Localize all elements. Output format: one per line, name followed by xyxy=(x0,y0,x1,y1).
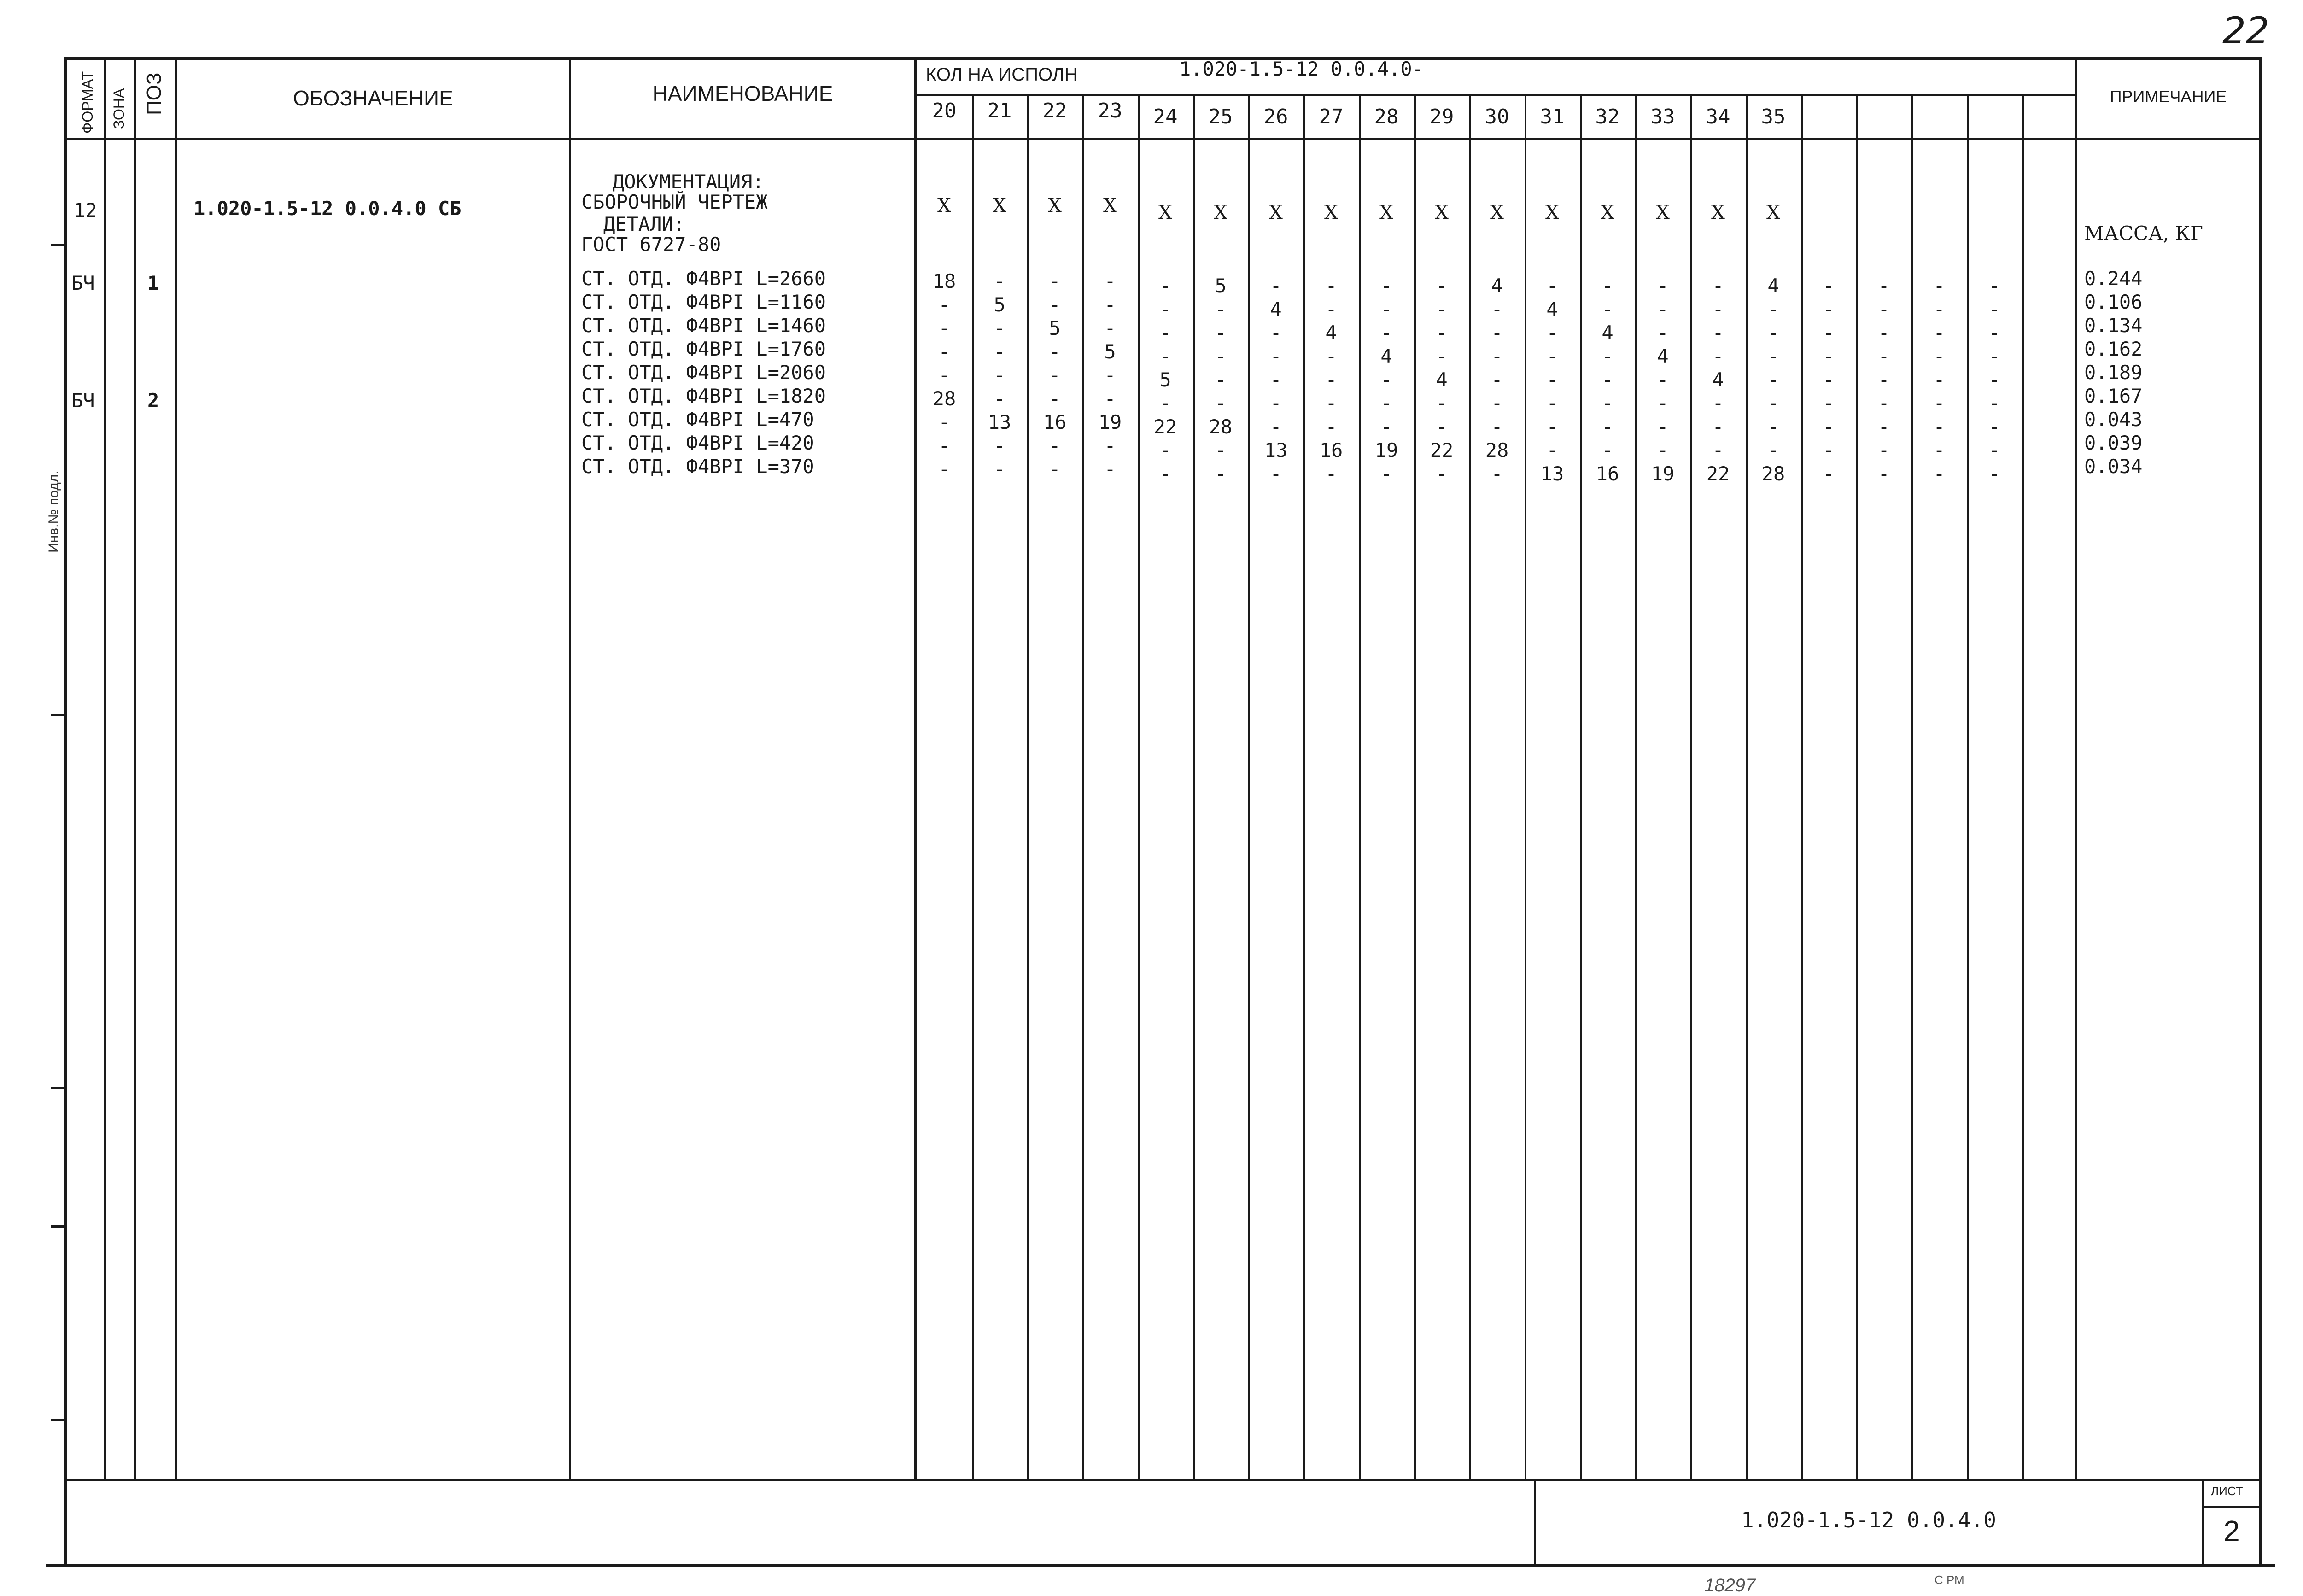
row-value: 13 xyxy=(1264,439,1288,462)
doc-mark: X xyxy=(1158,201,1172,223)
row-format: БЧ xyxy=(71,272,95,294)
row-value: - xyxy=(1602,415,1613,438)
row-value: - xyxy=(938,317,950,339)
row-value: 13 xyxy=(1540,462,1564,485)
title-block-code: 1.020-1.5-12 0.0.4.0 xyxy=(1741,1508,1996,1532)
row-value: - xyxy=(938,340,950,363)
row-value: - xyxy=(1159,392,1171,415)
row-value: - xyxy=(1933,345,1945,368)
doc-mark: X xyxy=(937,194,951,216)
row-name: СТ. ОТД. Ф4ВРI L=370 xyxy=(581,455,814,478)
row-value: - xyxy=(1049,270,1061,292)
row-value: - xyxy=(1767,415,1779,438)
row-value: - xyxy=(1380,415,1392,438)
row-value: - xyxy=(1767,322,1779,344)
page-number: 22 xyxy=(2222,9,2269,52)
variant-header: 22 xyxy=(1042,99,1067,123)
variant-header: 27 xyxy=(1319,105,1344,129)
row-value: - xyxy=(1159,298,1171,321)
doc-mark: X xyxy=(1601,201,1614,223)
row-value: 4 xyxy=(1712,368,1724,391)
margin-tick xyxy=(51,714,64,716)
row-value: - xyxy=(1823,415,1835,438)
row-value: - xyxy=(1380,368,1392,391)
row-value: - xyxy=(1104,317,1116,339)
row-pos: 1 xyxy=(147,272,159,294)
row-value: 22 xyxy=(1153,415,1177,438)
row-value: - xyxy=(1823,462,1835,485)
row-value: - xyxy=(1215,368,1227,391)
row-name: СТ. ОТД. Ф4ВРI L=2060 xyxy=(581,361,826,384)
row-value: - xyxy=(1491,462,1503,485)
row-value: 5 xyxy=(1104,340,1116,363)
row-value: - xyxy=(1546,368,1558,391)
row-value: - xyxy=(1380,392,1392,415)
row-value: - xyxy=(1657,368,1669,391)
row-format: БЧ xyxy=(71,389,95,412)
row-value: - xyxy=(1712,415,1724,438)
row-value: - xyxy=(1104,293,1116,316)
row-value: - xyxy=(1215,462,1227,485)
sheet-number: 2 xyxy=(2223,1514,2240,1548)
variant-header: 30 xyxy=(1485,105,1509,129)
row-value: 4 xyxy=(1602,322,1613,344)
stamp-right: С РМ xyxy=(1935,1573,1964,1587)
doc-mark: X xyxy=(1214,201,1227,223)
row-value: - xyxy=(1712,439,1724,462)
frame-bottom xyxy=(46,1564,2275,1567)
row-value: - xyxy=(1988,322,2000,344)
row-value: - xyxy=(1823,345,1835,368)
doc-mark: X xyxy=(1379,201,1393,223)
sidebar-label: Инв.№ подл. xyxy=(46,470,61,553)
row-value: - xyxy=(1933,275,1945,297)
row-name: СТ. ОТД. Ф4ВРI L=1160 xyxy=(581,291,826,313)
doc-mark: X xyxy=(1490,201,1504,223)
row-value: - xyxy=(1878,439,1890,462)
row-value: - xyxy=(1933,322,1945,344)
row-mass: 0.167 xyxy=(2084,385,2143,407)
row-value: - xyxy=(1657,415,1669,438)
variant-header: 33 xyxy=(1650,105,1675,129)
row-value: - xyxy=(1325,298,1337,321)
margin-tick xyxy=(51,1087,64,1089)
row-name: СТ. ОТД. Ф4ВРI L=420 xyxy=(581,432,814,454)
frame-header-bottom xyxy=(64,138,2262,140)
row-value: - xyxy=(1325,275,1337,297)
row-value: 5 xyxy=(994,293,1005,316)
row-value: - xyxy=(1878,275,1890,297)
doc-designation: 1.020-1.5-12 0.0.4.0 СБ xyxy=(193,197,462,220)
row-value: - xyxy=(1546,275,1558,297)
row-value: 5 xyxy=(1159,368,1171,391)
doc-mark: X xyxy=(1324,201,1338,223)
sheet-label: ЛИСТ xyxy=(2211,1484,2243,1498)
row-value: 4 xyxy=(1767,275,1779,297)
variant-header: 28 xyxy=(1374,105,1399,129)
row-value: - xyxy=(1546,392,1558,415)
row-value: - xyxy=(1215,298,1227,321)
margin-tick xyxy=(51,1225,64,1228)
row-value: - xyxy=(1878,415,1890,438)
row-value: - xyxy=(1712,345,1724,368)
row-value: - xyxy=(1270,462,1282,485)
doc-mark: X xyxy=(993,194,1006,216)
row-value: - xyxy=(1104,434,1116,457)
row-value: - xyxy=(1270,392,1282,415)
row-value: - xyxy=(1988,462,2000,485)
row-value: 4 xyxy=(1325,322,1337,344)
row-value: - xyxy=(1159,439,1171,462)
row-value: - xyxy=(938,458,950,480)
row-mass: 0.039 xyxy=(2084,432,2143,454)
row-value: - xyxy=(1270,275,1282,297)
row-value: - xyxy=(994,364,1005,386)
row-value: - xyxy=(1878,392,1890,415)
row-value: - xyxy=(994,458,1005,480)
row-value: - xyxy=(1325,345,1337,368)
row-value: - xyxy=(1878,322,1890,344)
row-value: - xyxy=(1823,439,1835,462)
row-value: - xyxy=(1878,298,1890,321)
row-value: 28 xyxy=(932,387,956,410)
doc-mark: X xyxy=(1103,194,1117,216)
row-value: - xyxy=(938,293,950,316)
row-value: - xyxy=(1602,392,1613,415)
row-value: - xyxy=(938,364,950,386)
row-value: - xyxy=(1823,368,1835,391)
row-value: - xyxy=(1657,322,1669,344)
row-value: - xyxy=(994,434,1005,457)
row-value: - xyxy=(1436,275,1448,297)
row-value: - xyxy=(1104,364,1116,386)
row-value: - xyxy=(1657,439,1669,462)
row-value: - xyxy=(1049,434,1061,457)
row-value: - xyxy=(1491,368,1503,391)
row-value: - xyxy=(1049,340,1061,363)
doc-mark: X xyxy=(1048,194,1062,216)
row-value: - xyxy=(1215,322,1227,344)
row-value: - xyxy=(1712,322,1724,344)
row-value: 13 xyxy=(988,411,1011,433)
frame-left xyxy=(64,57,67,1564)
variant-header: 34 xyxy=(1706,105,1730,129)
row-value: - xyxy=(1988,368,2000,391)
row-value: - xyxy=(1602,439,1613,462)
row-value: - xyxy=(1767,392,1779,415)
row-value: - xyxy=(1546,415,1558,438)
row-value: - xyxy=(1933,368,1945,391)
row-value: - xyxy=(1712,275,1724,297)
row-name: СТ. ОТД. Ф4ВРI L=1460 xyxy=(581,314,826,337)
margin-tick xyxy=(51,244,64,246)
row-value: - xyxy=(1104,387,1116,410)
row-value: - xyxy=(1380,298,1392,321)
row-value: - xyxy=(1215,345,1227,368)
row-value: - xyxy=(1380,462,1392,485)
header-name: НАИМЕНОВАНИЕ xyxy=(652,82,833,105)
header-note: ПРИМЕЧАНИЕ xyxy=(2110,87,2227,106)
row-value: 5 xyxy=(1215,275,1227,297)
row-value: - xyxy=(1823,322,1835,344)
row-value: - xyxy=(1823,298,1835,321)
row-value: - xyxy=(1602,275,1613,297)
row-value: - xyxy=(1491,345,1503,368)
doc-section: ДОКУМЕНТАЦИЯ: xyxy=(613,170,764,193)
row-value: - xyxy=(1767,368,1779,391)
row-name: СТ. ОТД. Ф4ВРI L=1760 xyxy=(581,338,826,360)
row-value: - xyxy=(1491,392,1503,415)
row-value: 4 xyxy=(1546,298,1558,321)
row-value: - xyxy=(1988,392,2000,415)
row-value: - xyxy=(994,270,1005,292)
row-value: - xyxy=(1215,439,1227,462)
doc-mark: X xyxy=(1711,201,1725,223)
row-value: - xyxy=(1657,298,1669,321)
row-value: - xyxy=(1159,322,1171,344)
row-value: - xyxy=(1933,415,1945,438)
row-value: 22 xyxy=(1706,462,1730,485)
row-value: - xyxy=(1933,392,1945,415)
row-value: - xyxy=(1988,298,2000,321)
row-value: - xyxy=(1491,298,1503,321)
variant-header: 25 xyxy=(1208,105,1233,129)
row-value: 4 xyxy=(1380,345,1392,368)
header-qty-code: 1.020-1.5-12 0.0.4.0- xyxy=(1179,58,1424,80)
row-value: - xyxy=(1546,322,1558,344)
stamp-left: 18297 xyxy=(1704,1575,1756,1596)
row-value: - xyxy=(1546,439,1558,462)
row-value: - xyxy=(1270,322,1282,344)
header-designation: ОБОЗНАЧЕНИЕ xyxy=(293,86,453,110)
row-mass: 0.043 xyxy=(2084,408,2143,431)
row-name: СТ. ОТД. Ф4ВРI L=2660 xyxy=(581,267,826,290)
row-value: - xyxy=(1988,415,2000,438)
row-value: - xyxy=(1436,345,1448,368)
row-value: - xyxy=(1380,322,1392,344)
row-value: 18 xyxy=(932,270,956,292)
row-value: - xyxy=(1767,345,1779,368)
row-value: 4 xyxy=(1270,298,1282,321)
row-value: - xyxy=(1491,415,1503,438)
row-value: - xyxy=(1436,392,1448,415)
row-value: - xyxy=(1270,345,1282,368)
gost: ГОСТ 6727-80 xyxy=(581,233,721,256)
row-value: - xyxy=(1933,462,1945,485)
row-name: СТ. ОТД. Ф4ВРI L=1820 xyxy=(581,385,826,407)
row-value: - xyxy=(1325,462,1337,485)
row-value: - xyxy=(1602,298,1613,321)
row-value: - xyxy=(1712,298,1724,321)
row-value: 19 xyxy=(1098,411,1122,433)
doc-format: 12 xyxy=(74,199,97,222)
parts-title: ДЕТАЛИ: xyxy=(603,213,685,235)
row-value: - xyxy=(1215,392,1227,415)
row-value: - xyxy=(938,411,950,433)
header-zone: ЗОНА xyxy=(111,88,127,129)
row-value: - xyxy=(1436,462,1448,485)
row-value: - xyxy=(1049,387,1061,410)
row-value: 28 xyxy=(1209,415,1233,438)
row-value: - xyxy=(1878,368,1890,391)
mass-label: МАССА, КГ xyxy=(2084,222,2203,245)
row-value: - xyxy=(1823,275,1835,297)
row-value: - xyxy=(1049,458,1061,480)
row-mass: 0.162 xyxy=(2084,338,2143,360)
header-format: ФОРМАТ xyxy=(79,71,96,134)
row-value: - xyxy=(1546,345,1558,368)
row-value: - xyxy=(1049,293,1061,316)
row-value: - xyxy=(1933,298,1945,321)
row-value: - xyxy=(1823,392,1835,415)
row-value: - xyxy=(1270,415,1282,438)
variant-header: 23 xyxy=(1098,99,1122,123)
frame-right xyxy=(2259,57,2262,1564)
row-value: - xyxy=(1657,392,1669,415)
frame-table-bottom xyxy=(64,1479,2262,1481)
row-value: - xyxy=(1325,368,1337,391)
row-value: - xyxy=(1602,368,1613,391)
row-value: - xyxy=(1878,345,1890,368)
doc-name: СБОРОЧНЫЙ ЧЕРТЕЖ xyxy=(581,191,768,213)
row-value: - xyxy=(1159,275,1171,297)
row-value: - xyxy=(1878,462,1890,485)
row-value: - xyxy=(938,434,950,457)
row-mass: 0.034 xyxy=(2084,455,2143,478)
row-value: 16 xyxy=(1319,439,1343,462)
variant-header: 31 xyxy=(1540,105,1565,129)
row-value: - xyxy=(1602,345,1613,368)
row-value: - xyxy=(1436,415,1448,438)
variant-header: 32 xyxy=(1595,105,1620,129)
row-value: - xyxy=(1767,298,1779,321)
row-value: 19 xyxy=(1651,462,1675,485)
variant-header: 20 xyxy=(932,99,957,123)
row-value: - xyxy=(1657,275,1669,297)
row-mass: 0.244 xyxy=(2084,267,2143,290)
row-value: - xyxy=(994,340,1005,363)
doc-mark: X xyxy=(1766,201,1780,223)
row-value: 4 xyxy=(1657,345,1669,368)
row-value: - xyxy=(1159,462,1171,485)
row-value: - xyxy=(1104,270,1116,292)
doc-mark: X xyxy=(1545,201,1559,223)
row-value: - xyxy=(1159,345,1171,368)
row-value: 19 xyxy=(1374,439,1398,462)
row-value: 4 xyxy=(1436,368,1448,391)
row-value: 16 xyxy=(1043,411,1067,433)
variant-header: 35 xyxy=(1761,105,1786,129)
frame-top xyxy=(64,57,2262,60)
row-value: 22 xyxy=(1430,439,1454,462)
row-value: - xyxy=(1049,364,1061,386)
variant-header: 21 xyxy=(987,99,1012,123)
row-value: - xyxy=(1988,439,2000,462)
row-value: - xyxy=(994,317,1005,339)
row-value: 28 xyxy=(1485,439,1509,462)
row-value: - xyxy=(994,387,1005,410)
row-value: 28 xyxy=(1761,462,1785,485)
row-mass: 0.189 xyxy=(2084,361,2143,384)
row-value: - xyxy=(1988,345,2000,368)
row-value: 5 xyxy=(1049,317,1061,339)
variant-header: 26 xyxy=(1263,105,1288,129)
header-qty-label: КОЛ НА ИСПОЛН xyxy=(926,64,1078,85)
row-value: - xyxy=(1436,322,1448,344)
variant-header: 24 xyxy=(1153,105,1178,129)
row-value: - xyxy=(1325,415,1337,438)
margin-tick xyxy=(51,1419,64,1421)
row-mass: 0.106 xyxy=(2084,291,2143,313)
row-value: - xyxy=(1325,392,1337,415)
row-value: - xyxy=(1712,392,1724,415)
row-value: - xyxy=(1104,458,1116,480)
doc-mark: X xyxy=(1656,201,1670,223)
row-name: СТ. ОТД. Ф4ВРI L=470 xyxy=(581,408,814,431)
variant-header: 29 xyxy=(1429,105,1454,129)
row-value: - xyxy=(1380,275,1392,297)
row-pos: 2 xyxy=(147,389,159,412)
row-value: 16 xyxy=(1596,462,1619,485)
row-value: - xyxy=(1767,439,1779,462)
doc-mark: X xyxy=(1435,201,1449,223)
row-value: 4 xyxy=(1491,275,1503,297)
row-value: - xyxy=(1270,368,1282,391)
row-value: - xyxy=(1436,298,1448,321)
row-value: - xyxy=(1988,275,2000,297)
row-value: - xyxy=(1491,322,1503,344)
header-pos: ПОЗ xyxy=(143,72,165,115)
row-value: - xyxy=(1933,439,1945,462)
row-mass: 0.134 xyxy=(2084,314,2143,337)
doc-mark: X xyxy=(1269,201,1283,223)
